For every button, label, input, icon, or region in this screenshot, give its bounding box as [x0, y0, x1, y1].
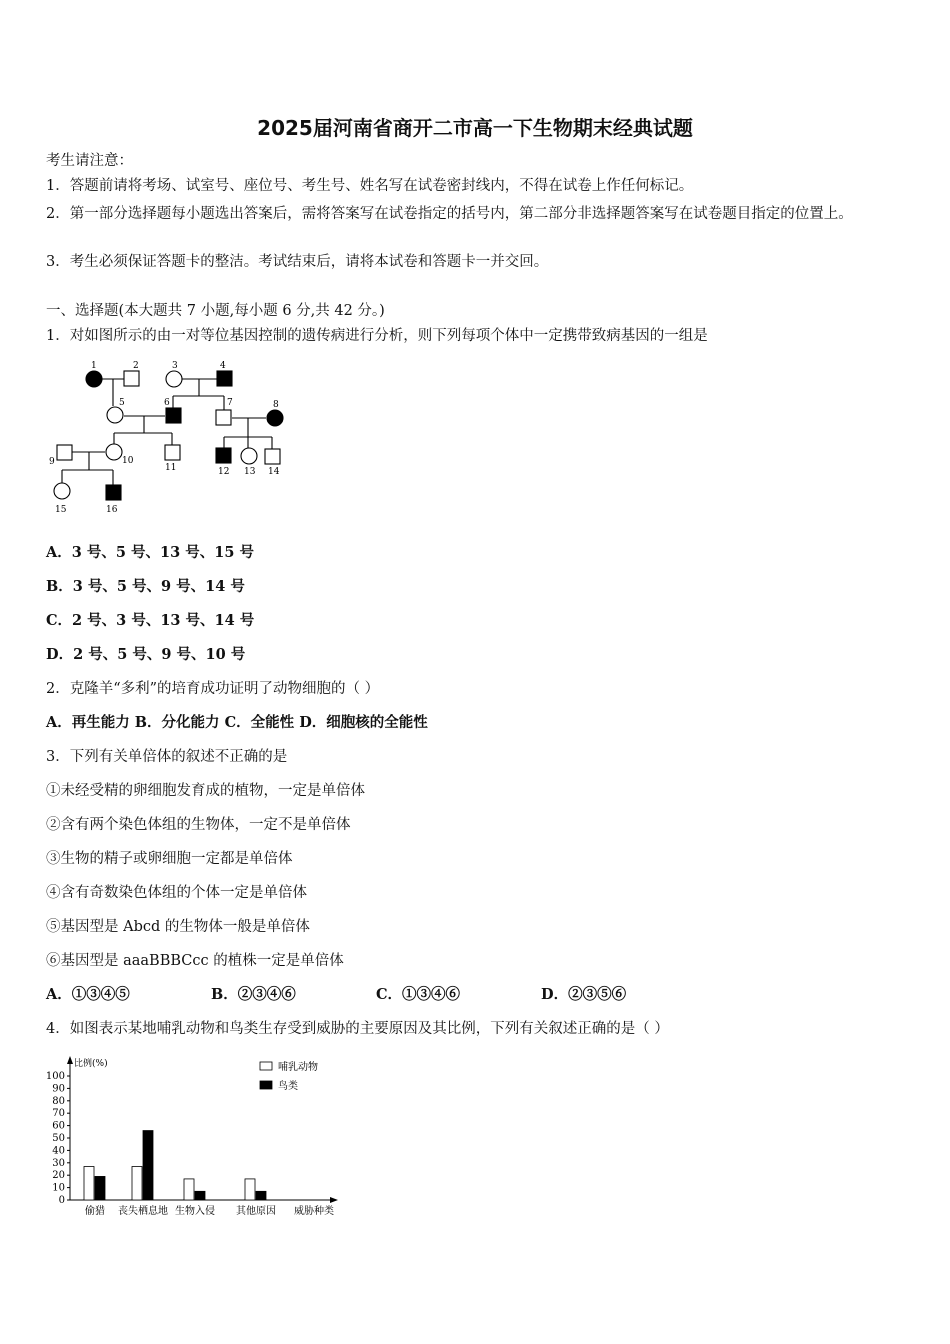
- y-tick-label: 90: [52, 1083, 65, 1095]
- individual-15: [54, 483, 70, 499]
- pedigree-label: 8: [273, 400, 279, 410]
- individual-7: [216, 410, 231, 425]
- option-d: D．2 号、5 号、9 号、10 号: [46, 646, 246, 663]
- legend-swatch: [260, 1081, 272, 1089]
- y-tick-label: 80: [52, 1095, 65, 1107]
- individual-11: [165, 445, 180, 460]
- y-tick-label: 30: [52, 1157, 65, 1169]
- pedigree-label: 6: [164, 398, 170, 408]
- notice-item: 3．考生必须保证答题卡的整洁。考试结束后，请将本试卷和答题卡一并交回。: [46, 254, 549, 270]
- pedigree-label: 4: [220, 361, 226, 371]
- options-line: A．再生能力 B．分化能力 C．全能性 D．细胞核的全能性: [46, 714, 428, 731]
- bar-bird: [143, 1131, 153, 1200]
- pedigree-label: 2: [133, 361, 139, 371]
- individual-9: [57, 445, 72, 460]
- question-stem: 4．如图表示某地哺乳动物和鸟类生存受到威胁的主要原因及其比例，下列有关叙述正确的是（ ）: [46, 1021, 669, 1037]
- x-tick-label: 偷猎: [85, 1206, 105, 1217]
- individual-4: [217, 371, 232, 386]
- pedigree-label: 15: [55, 505, 67, 515]
- bar-bird: [256, 1191, 266, 1200]
- y-tick-label: 10: [52, 1182, 65, 1194]
- statement: ④含有奇数染色体组的个体一定是单倍体: [46, 885, 307, 901]
- pedigree-diagram: [46, 352, 306, 522]
- statement: ⑤基因型是 Abcd 的生物体一般是单倍体: [46, 919, 310, 935]
- x-axis-label: 威胁种类: [294, 1206, 334, 1217]
- legend-label: 鸟类: [278, 1081, 298, 1092]
- page-title: 2025届河南省商开二市高一下生物期末经典试题: [257, 116, 693, 140]
- pedigree-label: 9: [49, 457, 55, 467]
- individual-13: [241, 448, 257, 464]
- individual-5: [107, 407, 123, 423]
- option-b: B．3 号、5 号、9 号、14 号: [46, 578, 245, 595]
- individual-16: [106, 485, 121, 500]
- y-tick-label: 70: [52, 1108, 65, 1120]
- individual-12: [216, 448, 231, 463]
- individual-2: [124, 371, 139, 386]
- y-axis-arrow: [67, 1056, 73, 1064]
- notice-item: 1．答题前请将考场、试室号、座位号、考生号、姓名写在试卷密封线内，不得在试卷上作任何标记。: [46, 178, 694, 194]
- bar-mammal: [84, 1167, 94, 1200]
- statement: ①未经受精的卵细胞发育成的植物，一定是单倍体: [46, 783, 365, 799]
- threat-bar-chart: [40, 1050, 350, 1220]
- bar-bird: [95, 1176, 105, 1200]
- y-tick-label: 0: [58, 1195, 65, 1206]
- option-c: C．①③④⑥: [376, 986, 461, 1003]
- x-tick-label: 丧失栖息地: [118, 1206, 168, 1217]
- statement: ②含有两个染色体组的生物体，一定不是单倍体: [46, 817, 351, 833]
- bar-mammal: [132, 1167, 142, 1200]
- statement: ③生物的精子或卵细胞一定都是单倍体: [46, 851, 293, 867]
- pedigree-label: 12: [218, 467, 230, 477]
- individual-10: [106, 444, 122, 460]
- bar-bird: [195, 1191, 205, 1200]
- y-tick-label: 60: [52, 1120, 65, 1132]
- individual-1: [86, 371, 102, 387]
- question-stem: 2．克隆羊“多利”的培育成功证明了动物细胞的（ ）: [46, 681, 380, 697]
- question-stem: 1．对如图所示的由一对等位基因控制的遗传病进行分析，则下列每项个体中一定携带致病基因的一组是: [46, 328, 708, 344]
- pedigree-label: 3: [172, 361, 178, 371]
- individual-8: [267, 410, 283, 426]
- legend-label: 哺乳动物: [278, 1062, 318, 1073]
- option-a: A．3 号、5 号、13 号、15 号: [46, 544, 254, 561]
- pedigree-label: 11: [165, 463, 177, 473]
- y-tick-label: 40: [52, 1145, 65, 1157]
- pedigree-label: 16: [106, 505, 118, 515]
- individual-6: [166, 408, 181, 423]
- bar-mammal: [184, 1179, 194, 1200]
- legend-swatch: [260, 1062, 272, 1070]
- x-axis-arrow: [330, 1197, 338, 1203]
- y-axis-label: 比例(%): [74, 1059, 108, 1069]
- option-b: B．②③④⑥: [211, 986, 296, 1003]
- y-tick-label: 100: [45, 1071, 65, 1082]
- y-tick-label: 20: [52, 1170, 65, 1182]
- pedigree-label: 7: [227, 398, 233, 408]
- notice-heading: 考生请注意：: [46, 153, 133, 169]
- pedigree-label: 13: [244, 467, 256, 477]
- statement: ⑥基因型是 aaaBBBCcc 的植株一定是单倍体: [46, 953, 344, 969]
- y-tick-label: 50: [52, 1133, 65, 1144]
- option-a: A．①③④⑤: [46, 986, 130, 1003]
- section-heading: 一、选择题(本大题共 7 小题,每小题 6 分,共 42 分。): [46, 303, 385, 319]
- option-d: D．②③⑤⑥: [541, 986, 627, 1003]
- x-tick-label: 其他原因: [236, 1206, 276, 1217]
- option-c: C．2 号、3 号、13 号、14 号: [46, 612, 255, 629]
- question-stem: 3．下列有关单倍体的叙述不正确的是: [46, 749, 288, 765]
- pedigree-label: 1: [91, 361, 97, 371]
- pedigree-label: 5: [119, 398, 125, 408]
- notice-item: 2．第一部分选择题每小题选出答案后，需将答案写在试卷指定的括号内，第二部分非选择题答案写在试卷题目指定的位置上。: [46, 206, 853, 222]
- individual-3: [166, 371, 182, 387]
- individual-14: [265, 449, 280, 464]
- pedigree-label: 14: [268, 467, 280, 477]
- options-line: [46, 985, 706, 1005]
- x-tick-label: 生物入侵: [175, 1206, 215, 1217]
- bar-mammal: [245, 1179, 255, 1200]
- pedigree-label: 10: [122, 456, 134, 466]
